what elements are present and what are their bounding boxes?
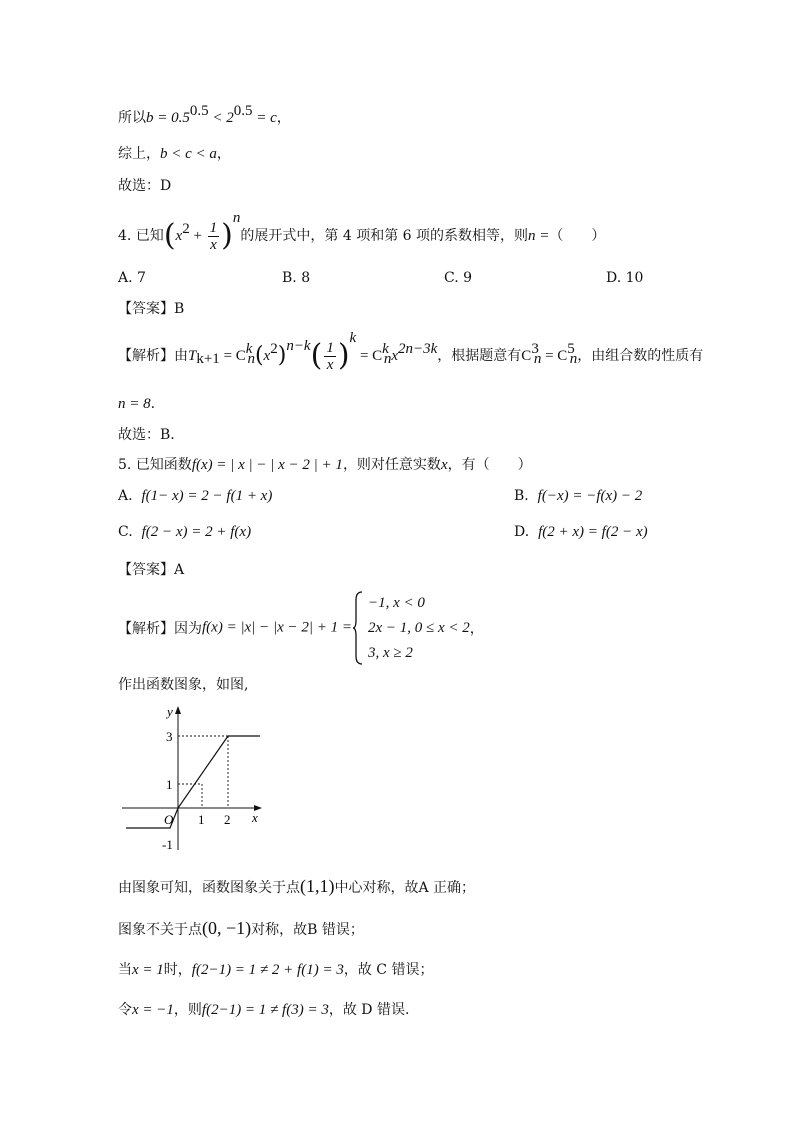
y-axis-label: y [167,704,173,719]
question-5: 5. 已知函数f(x) = | x | − | x − 2 | + 1，则对任意实数x，有（ ） [118,457,532,473]
q4-analysis: 【解析】由$T_{k+1} = C^k_n(x^2)^{n-k}$( $\frac{1}{x}$ )$^k = C^k_nx^{2n-3k}$，根据题意有$C^3_n = C^5_n$，由组合数的性质有 [118,330,704,373]
q4-answer: 【答案】B [118,301,185,317]
y-axis-arrow [175,706,181,714]
origin-label: O [164,812,174,827]
conclusion-c: 当x = 1时，f(2−1) = 1 ≠ 2 + f(1) = 3，故 C 错误； [118,962,434,978]
conclusion-b: 图象不关于点(0, −1)对称，故B 错误； [118,918,364,938]
piecewise-cases: −1, x < 0 2x − 1, 0 ≤ x < 2 3, x ≥ 2 [368,594,470,661]
q4-option-c: C. 9 [444,270,473,286]
function-graph [118,700,278,860]
q5-answer: 【答案】A [118,562,185,578]
q5-analysis: 【解析】因为f(x) = |x| − |x − 2| + 1 = −1, x < 0 2x − 1, 0 ≤ x < 2 3, x ≥ 2 ， [118,590,484,666]
q4-option-b: B. 8 [282,270,311,286]
q4-option-d: D. 10 [606,270,644,286]
q5-option-d: D. f(2 + x) = f(2 − x) [514,524,648,540]
tick-x1: 1 [198,812,205,827]
q4-result: n = 8. [118,396,156,412]
q5-graph-intro: 作出函数图象，如图, [118,677,249,693]
tick-x2: 2 [224,812,231,827]
q5-option-c: C. f(2 − x) = 2 + f(x) [118,524,252,540]
x-axis-label: x [252,810,258,825]
q4-option-a: A. 7 [118,270,146,286]
question-4: 4. 已知($x^2$ + $\frac{1}{x}$ )$^n$的展开式中，第 4 项和第 6 项的系数相等，则n =（ ） [118,210,606,253]
function-curve [126,736,260,828]
tick-y1: 1 [166,777,173,792]
conclusion-d: 令x = −1，则f(2−1) = 1 ≠ f(3) = 3，故 D 错误. [118,1002,410,1018]
line-summary: 综上，b < c < a， [118,146,231,162]
conclusion-a: 由图象可知，函数图象关于点(1,1)中心对称，故A 正确； [118,876,476,896]
tick-y3: 3 [166,729,173,744]
q5-option-b: B. f(−x) = −f(x) − 2 [514,488,643,504]
piecewise-brace [352,590,364,666]
tick-y-minus1: -1 [162,837,173,852]
q4-pick: 故选：B. [118,427,175,443]
q5-option-a: A. f(1− x) = 2 − f(1 + x) [118,488,273,504]
line-choice-d: 故选：D [118,178,172,194]
line-b-lt-c: 所以$b = 0.5^{0.5} < 2^{0.5} = c$， [118,103,291,126]
